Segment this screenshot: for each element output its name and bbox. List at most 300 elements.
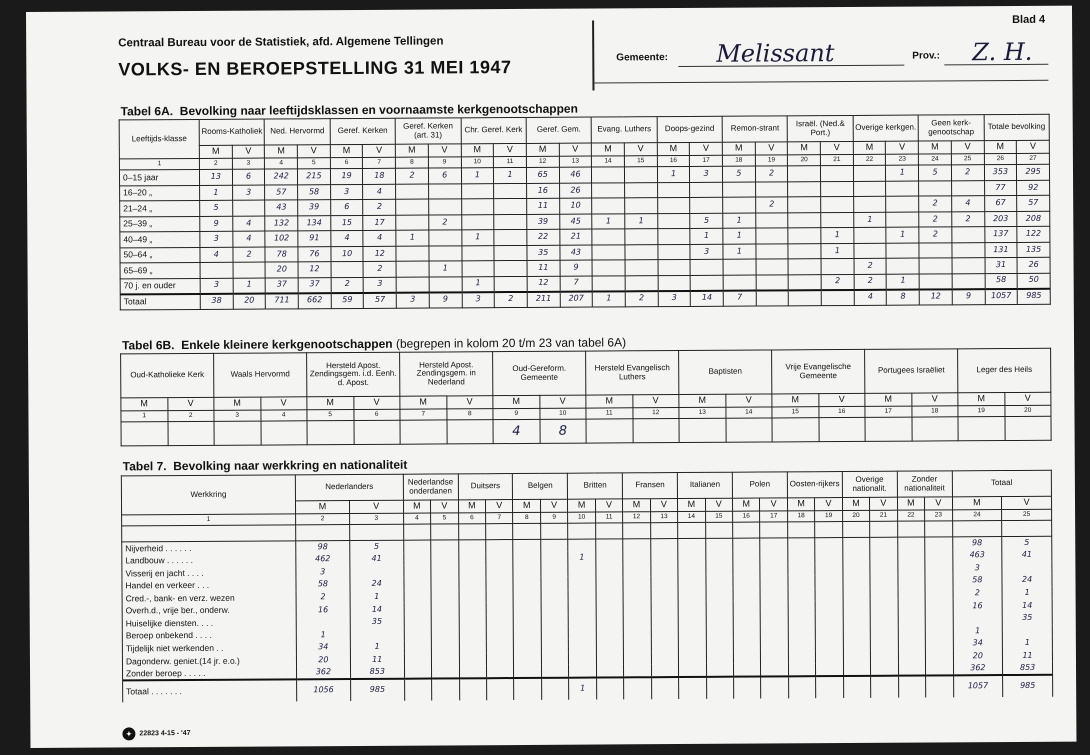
empty-cell — [898, 663, 926, 676]
empty-cell — [733, 626, 761, 639]
sex-v-header: V — [297, 145, 330, 158]
empty-cell — [459, 666, 487, 679]
column-number: 20 — [1005, 405, 1052, 416]
data-cell: 14 — [691, 290, 724, 306]
empty-cell — [898, 562, 926, 575]
data-cell: 5 — [1002, 536, 1052, 549]
empty-cell — [651, 627, 679, 640]
data-cell — [958, 417, 1005, 441]
empty-cell — [788, 638, 816, 651]
empty-cell — [870, 588, 898, 601]
data-cell — [429, 245, 462, 261]
data-cell: 58 — [298, 184, 331, 200]
data-cell: 57 — [1017, 195, 1050, 211]
data-cell: 2 — [755, 166, 788, 182]
empty-cell — [459, 628, 487, 641]
data-cell: 2 — [363, 199, 396, 215]
column-number: 3 — [349, 513, 403, 524]
data-cell: 102 — [265, 231, 298, 247]
row-label: Handel en verkeer . . . — [122, 579, 296, 593]
empty-cell — [897, 550, 925, 563]
data-cell — [586, 419, 633, 443]
empty-cell — [761, 651, 789, 664]
data-cell: 2 — [363, 261, 396, 277]
gemeente-label: Gemeente: — [616, 52, 669, 64]
data-cell: 4 — [363, 184, 396, 200]
column-number: 13 — [559, 156, 592, 167]
data-cell — [625, 260, 658, 276]
sex-v-header: V — [1017, 140, 1050, 153]
empty-cell — [843, 651, 871, 664]
column-number: 13 — [650, 512, 678, 523]
sex-m-header: M — [918, 141, 951, 154]
empty-cell — [788, 588, 816, 601]
column-number: 7 — [486, 513, 514, 524]
empty-cell — [459, 603, 487, 616]
empty-cell — [898, 676, 926, 698]
column-number: 4 — [260, 410, 307, 421]
data-cell: 39 — [298, 200, 331, 216]
prov-label: Prov.: — [912, 50, 940, 62]
empty-cell — [513, 539, 541, 552]
data-cell — [568, 602, 596, 615]
row-label: 65–69 „ — [120, 262, 200, 278]
data-cell: 3 — [200, 278, 233, 294]
data-cell: 8 — [540, 419, 587, 443]
empty-cell — [898, 600, 926, 613]
column-number: 15 — [705, 511, 733, 522]
form-footer — [122, 727, 190, 740]
data-cell: 5 — [919, 165, 952, 181]
table6a-heading — [121, 102, 578, 119]
empty-cell — [541, 577, 569, 590]
data-cell — [772, 418, 819, 442]
table7-group-header: Duitsers — [458, 474, 513, 500]
row-label: 21–24 „ — [120, 200, 200, 216]
data-cell: 463 — [952, 549, 1002, 562]
data-cell: 35 — [527, 245, 560, 261]
empty-cell — [458, 540, 486, 553]
empty-cell — [541, 653, 569, 666]
data-cell: 1 — [296, 629, 350, 642]
data-cell: 22 — [527, 229, 560, 245]
empty-cell — [651, 652, 679, 665]
empty-cell — [925, 587, 953, 600]
data-cell — [658, 275, 691, 291]
data-cell: 91 — [298, 231, 331, 247]
empty-cell — [404, 590, 432, 603]
row-label: Huiselijke diensten. . . . — [122, 616, 296, 630]
spacer-cell — [403, 524, 431, 540]
empty-cell — [459, 678, 487, 700]
data-cell: 98 — [296, 541, 350, 554]
data-cell: 26 — [559, 183, 592, 199]
column-number: 23 — [925, 510, 953, 521]
data-cell: 985 — [1003, 675, 1053, 697]
sex-v-header: V — [260, 397, 307, 410]
sex-v-header: V — [353, 396, 400, 409]
header-divider — [592, 21, 594, 91]
table6a-title: Tabel 6A. — [120, 104, 174, 119]
data-cell — [494, 198, 527, 214]
data-cell — [658, 244, 691, 260]
data-cell: 26 — [1017, 257, 1050, 273]
empty-cell — [486, 628, 514, 641]
data-cell — [658, 259, 691, 275]
data-cell — [625, 275, 658, 291]
data-cell — [679, 418, 726, 442]
data-cell: 15 — [331, 215, 364, 231]
spacer-cell — [541, 523, 569, 539]
data-cell: 59 — [331, 292, 364, 308]
empty-cell — [760, 538, 788, 551]
row-label: Tijdelijk niet werkenden . . — [122, 642, 296, 656]
data-cell — [789, 274, 822, 290]
spacer-cell — [650, 523, 678, 539]
data-cell: 20 — [953, 650, 1003, 663]
empty-cell — [623, 576, 651, 589]
data-cell: 11 — [350, 654, 404, 667]
table7-group-header: Oosten-rijkers — [787, 472, 842, 498]
empty-cell — [486, 577, 514, 590]
data-cell — [396, 184, 429, 200]
sex-m-header: M — [199, 145, 232, 158]
empty-cell — [733, 664, 761, 677]
empty-cell — [871, 676, 899, 698]
empty-cell — [404, 679, 432, 701]
empty-cell — [513, 577, 541, 590]
data-cell — [396, 246, 429, 262]
column-number: 3 — [214, 410, 261, 421]
spacer-cell — [458, 524, 486, 540]
data-cell: 462 — [296, 553, 350, 566]
data-cell — [953, 612, 1003, 625]
empty-cell — [650, 539, 678, 552]
data-cell — [1005, 416, 1052, 440]
data-cell — [494, 276, 527, 292]
data-cell: 131 — [985, 242, 1018, 258]
data-cell: 362 — [296, 666, 350, 679]
data-cell: 1 — [233, 278, 266, 294]
row-label: Beroep onbekend . . . . — [122, 629, 296, 643]
data-cell — [494, 245, 527, 261]
data-cell — [396, 261, 429, 277]
table6a-group-header: Chr. Geref. Kerk — [461, 117, 527, 143]
empty-cell — [596, 640, 624, 653]
empty-cell — [404, 666, 432, 679]
data-cell: 92 — [1017, 180, 1050, 196]
data-cell — [723, 182, 756, 198]
data-cell — [624, 167, 657, 183]
column-number: 27 — [1017, 153, 1050, 164]
data-cell: 77 — [984, 180, 1017, 196]
sex-m-header: M — [865, 393, 912, 406]
column-number: 18 — [787, 511, 815, 522]
empty-cell — [843, 638, 871, 651]
row-label: Visserij en jacht . . . . — [122, 566, 296, 580]
column-number: 25 — [951, 154, 984, 165]
empty-cell — [459, 615, 487, 628]
data-cell — [350, 628, 404, 641]
data-cell — [592, 182, 625, 198]
data-cell: 78 — [265, 246, 298, 262]
empty-cell — [431, 565, 459, 578]
data-cell: 19 — [330, 168, 363, 184]
sex-m-header: M — [400, 396, 447, 409]
empty-cell — [816, 638, 844, 651]
column-number: 2 — [296, 514, 350, 525]
spacer-cell — [122, 525, 296, 542]
data-cell — [569, 652, 597, 665]
data-cell — [919, 242, 952, 258]
column-number: 15 — [624, 156, 657, 167]
sex-v-header: V — [760, 498, 788, 511]
column-number: 22 — [897, 510, 925, 521]
data-cell: 20 — [265, 262, 298, 278]
data-cell: 1 — [821, 227, 854, 243]
empty-cell — [678, 589, 706, 602]
data-cell: 37 — [298, 277, 331, 293]
data-cell: 1057 — [953, 675, 1003, 697]
table7-heading — [123, 458, 408, 474]
data-cell — [788, 212, 821, 228]
column-number: 5 — [307, 410, 354, 421]
row-label: Zonder beroep . . . . . — [123, 667, 297, 681]
data-cell: 4 — [952, 196, 985, 212]
data-cell: 1 — [821, 243, 854, 259]
column-number: 24 — [952, 510, 1002, 521]
organization-name: Centraal Bureau voor de Statistiek, afd. Algemene Tellingen — [118, 35, 444, 50]
empty-cell — [788, 651, 816, 664]
data-cell — [690, 182, 723, 198]
data-cell — [168, 421, 215, 445]
empty-cell — [596, 665, 624, 678]
column-number: 23 — [886, 154, 919, 165]
table7-werkkring-header: Werkkring — [121, 475, 295, 515]
data-cell: 45 — [559, 214, 592, 230]
sex-v-header: V — [1002, 496, 1052, 509]
data-cell: 35 — [1002, 612, 1052, 625]
table6b-group-header: Hersteld Apost. Zendingsgem. in Nederland — [400, 352, 493, 397]
data-cell: 137 — [984, 226, 1017, 242]
empty-cell — [898, 613, 926, 626]
cbs-logo-icon: ✦ — [122, 727, 135, 740]
data-cell — [726, 418, 773, 442]
empty-cell — [706, 664, 734, 677]
data-cell: 3 — [690, 166, 723, 182]
data-cell: 2 — [854, 274, 887, 290]
data-cell: 1056 — [297, 679, 351, 701]
empty-cell — [870, 600, 898, 613]
empty-cell — [432, 666, 460, 679]
empty-cell — [705, 576, 733, 589]
data-cell: 242 — [265, 169, 298, 185]
empty-cell — [733, 651, 761, 664]
data-cell: 1 — [953, 625, 1003, 638]
empty-cell — [596, 577, 624, 590]
data-cell: 7 — [560, 276, 593, 292]
data-cell: 12 — [527, 276, 560, 292]
column-number: 20 — [788, 155, 821, 166]
data-cell — [447, 420, 494, 444]
data-cell: 98 — [952, 537, 1002, 550]
sex-m-header: M — [897, 497, 925, 510]
data-cell — [853, 181, 886, 197]
column-number: 6 — [458, 513, 486, 524]
empty-cell — [596, 677, 624, 699]
data-cell — [1002, 624, 1052, 637]
empty-cell — [843, 575, 871, 588]
data-cell: 10 — [331, 246, 364, 262]
data-cell: 34 — [296, 641, 350, 654]
empty-cell — [870, 550, 898, 563]
column-number: 11 — [586, 408, 633, 419]
data-cell — [429, 276, 462, 292]
data-cell: 20 — [233, 293, 266, 309]
data-cell: 2 — [233, 247, 266, 263]
data-cell: 2 — [625, 291, 658, 307]
data-cell: 4 — [232, 216, 265, 232]
empty-cell — [514, 615, 542, 628]
data-cell: 35 — [350, 616, 404, 629]
data-cell: 16 — [526, 183, 559, 199]
data-cell — [461, 214, 494, 230]
data-cell: 3 — [952, 562, 1002, 575]
empty-cell — [870, 613, 898, 626]
empty-cell — [706, 601, 734, 614]
table7-group-header: Italianen — [677, 472, 732, 498]
empty-cell — [761, 676, 789, 698]
empty-cell — [816, 651, 844, 664]
row-label: 40–49 „ — [120, 231, 200, 247]
empty-cell — [925, 625, 953, 638]
table6a — [119, 114, 1051, 310]
data-cell — [461, 183, 494, 199]
data-cell — [296, 616, 350, 629]
data-cell: 4 — [331, 230, 364, 246]
empty-cell — [760, 576, 788, 589]
table6a-subtitle: Bevolking naar leeftijdsklassen en voornaamste kerkgenootschappen — [179, 101, 578, 119]
empty-cell — [760, 588, 788, 601]
table7-title: Tabel 7. — [122, 459, 167, 474]
data-cell: 295 — [1017, 164, 1050, 180]
data-cell — [396, 199, 429, 215]
data-cell — [233, 262, 266, 278]
row-label: 0–15 jaar — [119, 169, 199, 185]
data-cell — [821, 196, 854, 212]
empty-cell — [733, 588, 761, 601]
table7-subtitle: Bevolking naar werkkring en nationaliteit — [173, 457, 408, 474]
empty-cell — [733, 601, 761, 614]
empty-cell — [404, 641, 432, 654]
column-number: 19 — [815, 511, 843, 522]
empty-cell — [678, 551, 706, 564]
table6b-group-header: Oud-Gereform. Gemeente — [493, 351, 586, 396]
empty-cell — [898, 625, 926, 638]
empty-cell — [541, 564, 569, 577]
sex-v-header: V — [624, 143, 657, 156]
data-cell — [592, 244, 625, 260]
column-number: 16 — [818, 406, 865, 417]
data-cell: 1 — [690, 228, 723, 244]
column-number: 1 — [121, 411, 168, 422]
footer-code: 22823 4-15 - '47 — [139, 730, 191, 738]
data-cell — [756, 259, 789, 275]
table6b-group-header: Leger des Heils — [958, 348, 1051, 393]
data-cell — [625, 229, 658, 245]
data-cell: 6 — [232, 169, 265, 185]
sex-v-header: V — [363, 144, 396, 157]
empty-cell — [897, 537, 925, 550]
data-cell: 43 — [265, 200, 298, 216]
data-cell — [952, 273, 985, 289]
table7-group-header: Fransen — [623, 473, 678, 499]
data-cell — [723, 259, 756, 275]
spacer-cell — [760, 522, 788, 538]
empty-cell — [596, 627, 624, 640]
empty-cell — [898, 575, 926, 588]
column-number: 4 — [265, 158, 298, 169]
empty-cell — [486, 615, 514, 628]
column-number: 8 — [446, 409, 493, 420]
data-cell: 1 — [568, 552, 596, 565]
sex-v-header: V — [1004, 392, 1051, 405]
data-cell — [788, 243, 821, 259]
data-cell: 57 — [364, 292, 397, 308]
column-number: 22 — [853, 154, 886, 165]
sex-m-header: M — [853, 141, 886, 154]
empty-cell — [651, 564, 679, 577]
column-number: 20 — [842, 510, 870, 521]
data-cell — [214, 421, 261, 445]
empty-cell — [624, 677, 652, 699]
empty-cell — [925, 638, 953, 651]
empty-cell — [541, 552, 569, 565]
empty-cell — [514, 640, 542, 653]
data-cell: 6 — [330, 199, 363, 215]
column-number: 4 — [403, 513, 431, 524]
data-cell: 58 — [985, 273, 1018, 289]
column-number: 3 — [232, 158, 265, 169]
data-cell — [821, 289, 854, 305]
data-cell: 3 — [232, 185, 265, 201]
empty-cell — [843, 600, 871, 613]
data-cell: 1057 — [985, 288, 1018, 304]
table6b — [120, 348, 1052, 447]
data-cell — [788, 228, 821, 244]
table6b-note: (begrepen in kolom 20 t/m 23 van tabel 6A) — [395, 335, 627, 351]
column-number: 21 — [820, 154, 853, 165]
data-cell: 1 — [461, 168, 494, 184]
data-cell: 4 — [363, 230, 396, 246]
sex-v-header: V — [494, 143, 527, 156]
data-cell — [853, 165, 886, 181]
data-cell — [633, 419, 680, 443]
empty-cell — [596, 589, 624, 602]
data-cell — [723, 197, 756, 213]
column-number: 17 — [760, 511, 788, 522]
column-number: 5 — [297, 158, 330, 169]
spacer-cell — [486, 524, 514, 540]
sex-v-header: V — [818, 393, 865, 406]
data-cell — [821, 258, 854, 274]
table6b-group-header: Waals Hervormd — [214, 353, 307, 398]
table7-group-header: Zonder nationaliteit — [897, 471, 952, 497]
data-cell — [121, 422, 168, 446]
sex-v-header: V — [705, 498, 733, 511]
data-cell: 132 — [265, 215, 298, 231]
data-cell — [657, 197, 690, 213]
